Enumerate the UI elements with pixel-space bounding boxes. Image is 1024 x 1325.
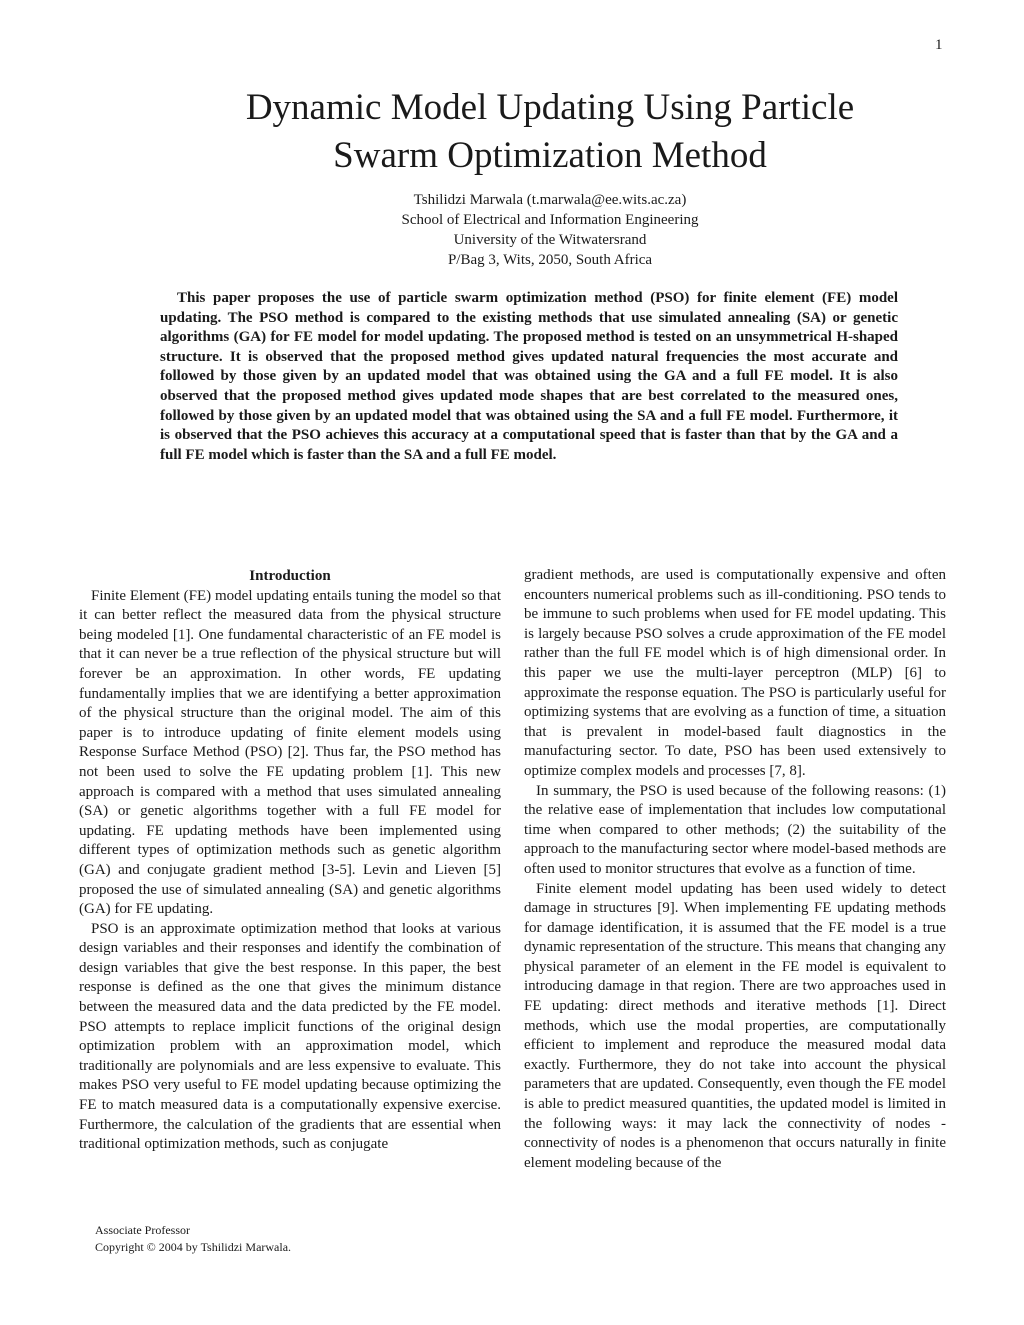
footnote-affiliation: Associate Professor bbox=[95, 1223, 190, 1237]
left-column bbox=[79, 567, 501, 1155]
right-column bbox=[524, 566, 946, 1173]
author-school: School of Electrical and Information Engineering bbox=[401, 212, 699, 228]
title-line-1: Dynamic Model Updating Using Particle bbox=[245, 87, 855, 128]
author-name: Tshilidzi Marwala (t.marwala@ee.wits.ac.za) bbox=[413, 192, 687, 208]
paper-title bbox=[120, 84, 980, 180]
paragraph: gradient methods, are used is computationally expensive and often encounters numerical problems such as ill-conditioning. PSO tends to be immune to such problems when used for FE model updating. This is largely because PSO solves a crude approximation of the FE model rather than the full FE model which is of high dimensional order. In this paper we use the multi-layer perceptron (MLP) [6] to approximate the response equation. The PSO is particularly useful for optimizing systems that are evolving as a function of time, a situation that is prevalent in model-based fault diagnostics in the manufacturing sector. To date, PSO has been used extensively to optimize complex models and processes [7, 8]. bbox=[524, 567, 946, 779]
title-line-2: Swarm Optimization Method bbox=[333, 135, 767, 176]
section-heading-introduction: Introduction bbox=[249, 568, 331, 584]
author-university: University of the Witwatersrand bbox=[453, 232, 647, 248]
author-block bbox=[280, 190, 820, 270]
page-number: 1 bbox=[935, 37, 943, 53]
abstract: This paper proposes the use of particle swarm optimization method (PSO) for finite element (FE) model updating. The PSO method is compared to the existing methods that use simulated annealing (SA) or genetic algorithms (GA) for FE model for model updating. The proposed method is tested on an unsymmetrical H-shaped structure. It is observed that the proposed method gives updated natural frequencies the most accurate and followed by those given by an updated model that was obtained using the GA and a full FE model. It is also observed that the proposed method gives updated mode shapes that are best correlated to the measured ones, followed by those given by an updated model that was obtained using the SA and a full FE model. Furthermore, it is observed that the PSO achieves this accuracy at a computational speed that is faster than that by the GA and a full FE model which is faster than the SA and a full FE model. bbox=[160, 290, 898, 463]
paragraph: In summary, the PSO is used because of the following reasons: (1) the relative ease of implementation that includes low computational time when compared to other methods; (2) the suitability of the approach to the manufacturing sector where model-based methods are often used to monitor structures that evolve as a function of time. bbox=[524, 782, 946, 877]
footnote-copyright: Copyright © 2004 by Tshilidzi Marwala. bbox=[95, 1240, 292, 1254]
author-address: P/Bag 3, Wits, 2050, South Africa bbox=[447, 252, 653, 268]
footnote bbox=[95, 1222, 291, 1256]
paragraph: Finite Element (FE) model updating entails tuning the model so that it can better reflect the measured data from the physical structure being modeled [1]. One fundamental characteristic of an FE model is that it can never be a true reflection of the physical structure but will forever be an approximation. In other words, FE updating fundamentally implies that we are identifying a better approximation of the physical structure than the original model. The aim of this paper is to introduce updating of finite element models using Response Surface Method (PSO) [2]. Thus far, the PSO method has not been used to solve the FE updating problem [1]. This new approach is compared with a method that uses simulated annealing (SA) or genetic algorithms together with a full FE model for updating. FE updating methods have been implemented using different types of optimization methods such as genetic algorithm (GA) and conjugate gradient method [3-5]. Levin and Lieven [5] proposed the use of simulated annealing (SA) and genetic algorithms (GA) for FE updating. bbox=[79, 587, 501, 918]
paragraph: Finite element model updating has been used widely to detect damage in structures [9]. When implementing FE updating methods for damage identification, it is assumed that the FE model is a true dynamic representation of the structure. This means that changing any physical parameter of an element in the FE model is equivalent to introducing damage in that region. There are two approaches used in FE updating: direct methods and iterative methods [1]. Direct methods, which use the modal properties, are computationally efficient to implement and reproduce the measured modal data exactly. Furthermore, they do not take into account the physical parameters that are updated. Consequently, even though the FE model is able to predict measured quantities, the updated model is limited in the following ways: it may lack the connectivity of nodes - connectivity of nodes is a phenomenon that occurs naturally in finite element modeling because of the bbox=[524, 880, 946, 1171]
paragraph: PSO is an approximate optimization method that looks at various design variables and their responses and identify the combination of design variables that give the best response. In this paper, the best response is defined as the one that gives the minimum distance between the measured data and the data predicted by the FE model. PSO attempts to replace implicit functions of the original design optimization problem with an approximation model, which traditionally are polynomials and are less expensive to evaluate. This makes PSO very useful to FE model updating because optimizing the FE to match measured data is a computationally expensive exercise. Furthermore, the calculation of the gradients that are essential when traditional optimization methods, such as conjugate bbox=[79, 920, 501, 1153]
